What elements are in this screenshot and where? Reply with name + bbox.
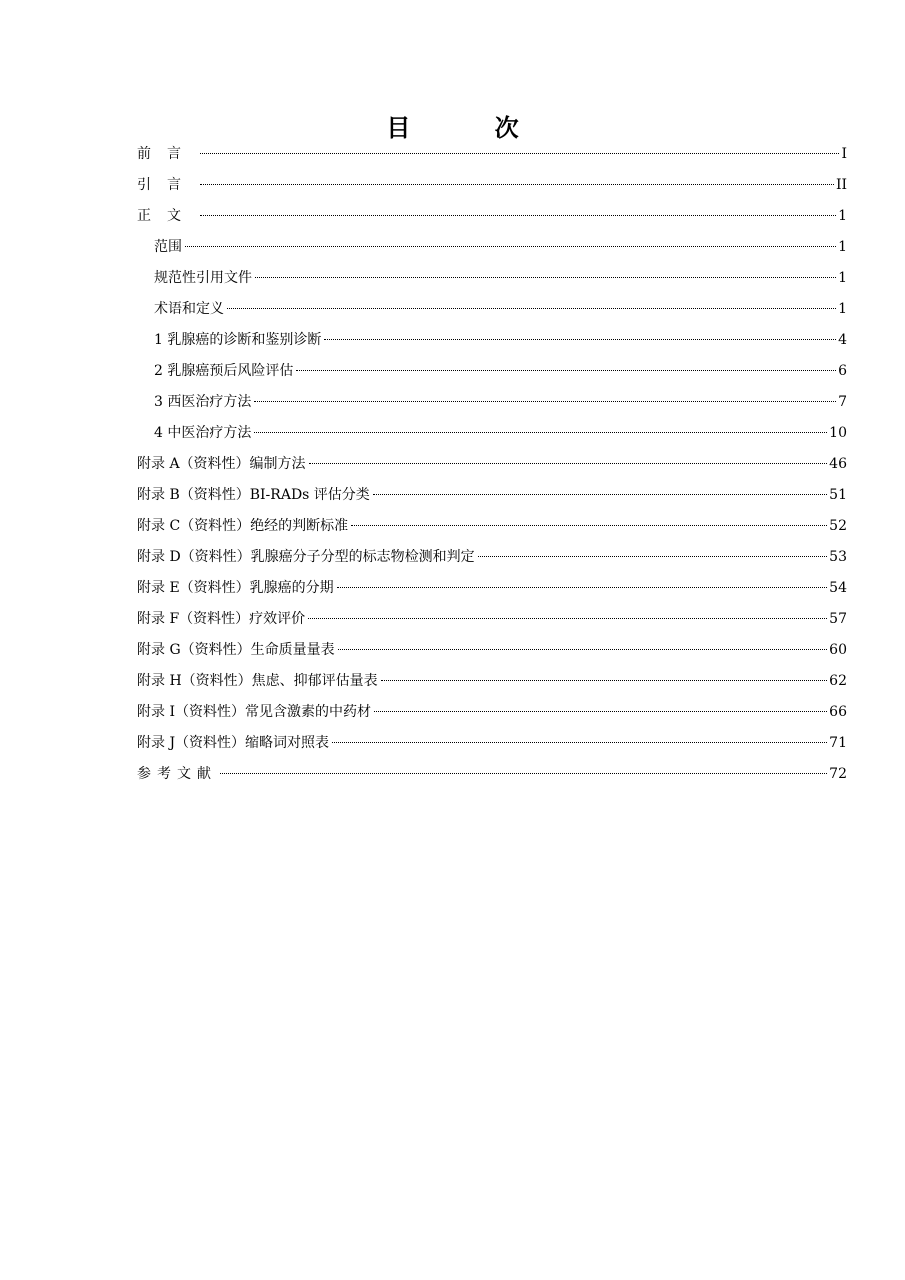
toc-entry-label: 1 乳腺癌的诊断和鉴别诊断 [154,332,322,348]
toc-leader-dots [337,587,828,588]
toc-page-number: 72 [829,766,847,782]
toc-page-number: 52 [829,518,847,534]
toc-entry-label: 附录 A（资料性）编制方法 [137,456,306,472]
toc-entry[interactable] [137,170,847,201]
toc-page-number: 66 [829,704,847,720]
toc-entry[interactable] [137,139,847,170]
toc-entry-label: 附录 E（资料性）乳腺癌的分期 [137,580,334,596]
toc-page-number: 51 [829,487,847,503]
toc-title: 目 次 [386,114,557,142]
toc-page-number: 10 [829,425,847,441]
toc-entry[interactable] [137,232,847,263]
toc-leader-dots [308,618,827,619]
toc-entry-label: 4 中医治疗方法 [154,425,252,441]
toc-entry[interactable] [137,573,847,604]
toc-entry[interactable] [137,449,847,480]
toc-entry[interactable] [137,325,847,356]
toc-page-number: 53 [829,549,847,565]
toc-entry-label: 附录 B（资料性）BI-RADs 评估分类 [137,487,370,503]
toc-entry-label: 附录 G（资料性）生命质量量表 [137,642,335,658]
toc-entry[interactable] [137,604,847,635]
toc-leader-dots [478,556,827,557]
table-of-contents [137,139,847,790]
toc-page-number: 57 [829,611,847,627]
toc-leader-dots [255,277,836,278]
toc-entry-label: 3 西医治疗方法 [154,394,252,410]
toc-leader-dots [374,711,827,712]
toc-entry[interactable] [137,666,847,697]
toc-entry-label: 2 乳腺癌预后风险评估 [154,363,294,379]
toc-leader-dots [254,432,827,433]
toc-entry-label: 附录 F（资料性）疗效评价 [137,611,306,627]
toc-page-number: 1 [838,239,847,255]
toc-entry-label: 参考文献 [137,766,217,782]
toc-leader-dots [227,308,836,309]
toc-leader-dots [324,339,836,340]
toc-leader-dots [381,680,828,681]
toc-entry-label: 附录 H（资料性）焦虑、抑郁评估量表 [137,673,378,689]
toc-leader-dots [338,649,828,650]
toc-leader-dots [220,773,827,774]
toc-entry-label: 术语和定义 [154,301,224,317]
toc-page-number: 6 [838,363,847,379]
toc-entry[interactable] [137,418,847,449]
toc-entry-label: 范围 [154,239,182,255]
toc-leader-dots [200,153,839,154]
toc-page-number: II [835,177,847,193]
toc-entry-label: 正文 [137,208,197,224]
toc-entry[interactable] [137,387,847,418]
toc-entry[interactable] [137,635,847,666]
toc-page-number: 60 [829,642,847,658]
toc-entry-label: 附录 C（资料性）绝经的判断标准 [137,518,349,534]
toc-entry-label: 前言 [137,146,197,162]
toc-leader-dots [309,463,828,464]
toc-page-number: 62 [829,673,847,689]
toc-leader-dots [351,525,827,526]
toc-entry[interactable] [137,263,847,294]
toc-entry-label: 附录 J（资料性）缩略词对照表 [137,735,330,751]
toc-entry-label: 规范性引用文件 [154,270,252,286]
toc-page-number: 46 [829,456,847,472]
toc-leader-dots [185,246,836,247]
toc-entry[interactable] [137,201,847,232]
toc-entry-label: 附录 I（资料性）常见含激素的中药材 [137,704,371,720]
toc-entry[interactable] [137,480,847,511]
toc-page-number: 71 [829,735,847,751]
toc-entry[interactable] [137,511,847,542]
toc-page-number: 54 [829,580,847,596]
toc-page-number: 7 [838,394,847,410]
toc-page-number: 4 [838,332,847,348]
toc-page-number: I [841,146,847,162]
toc-leader-dots [296,370,836,371]
toc-page-number: 1 [838,270,847,286]
toc-entry[interactable] [137,759,847,790]
toc-entry[interactable] [137,356,847,387]
toc-leader-dots [254,401,836,402]
toc-leader-dots [200,215,836,216]
toc-leader-dots [373,494,827,495]
toc-entry[interactable] [137,294,847,325]
toc-page-number: 1 [838,301,847,317]
toc-page-number: 1 [838,208,847,224]
toc-entry-label: 附录 D（资料性）乳腺癌分子分型的标志物检测和判定 [137,549,475,565]
toc-entry[interactable] [137,542,847,573]
toc-entry[interactable] [137,728,847,759]
toc-leader-dots [332,742,827,743]
toc-leader-dots [200,184,834,185]
toc-entry-label: 引言 [137,177,197,193]
toc-entry[interactable] [137,697,847,728]
